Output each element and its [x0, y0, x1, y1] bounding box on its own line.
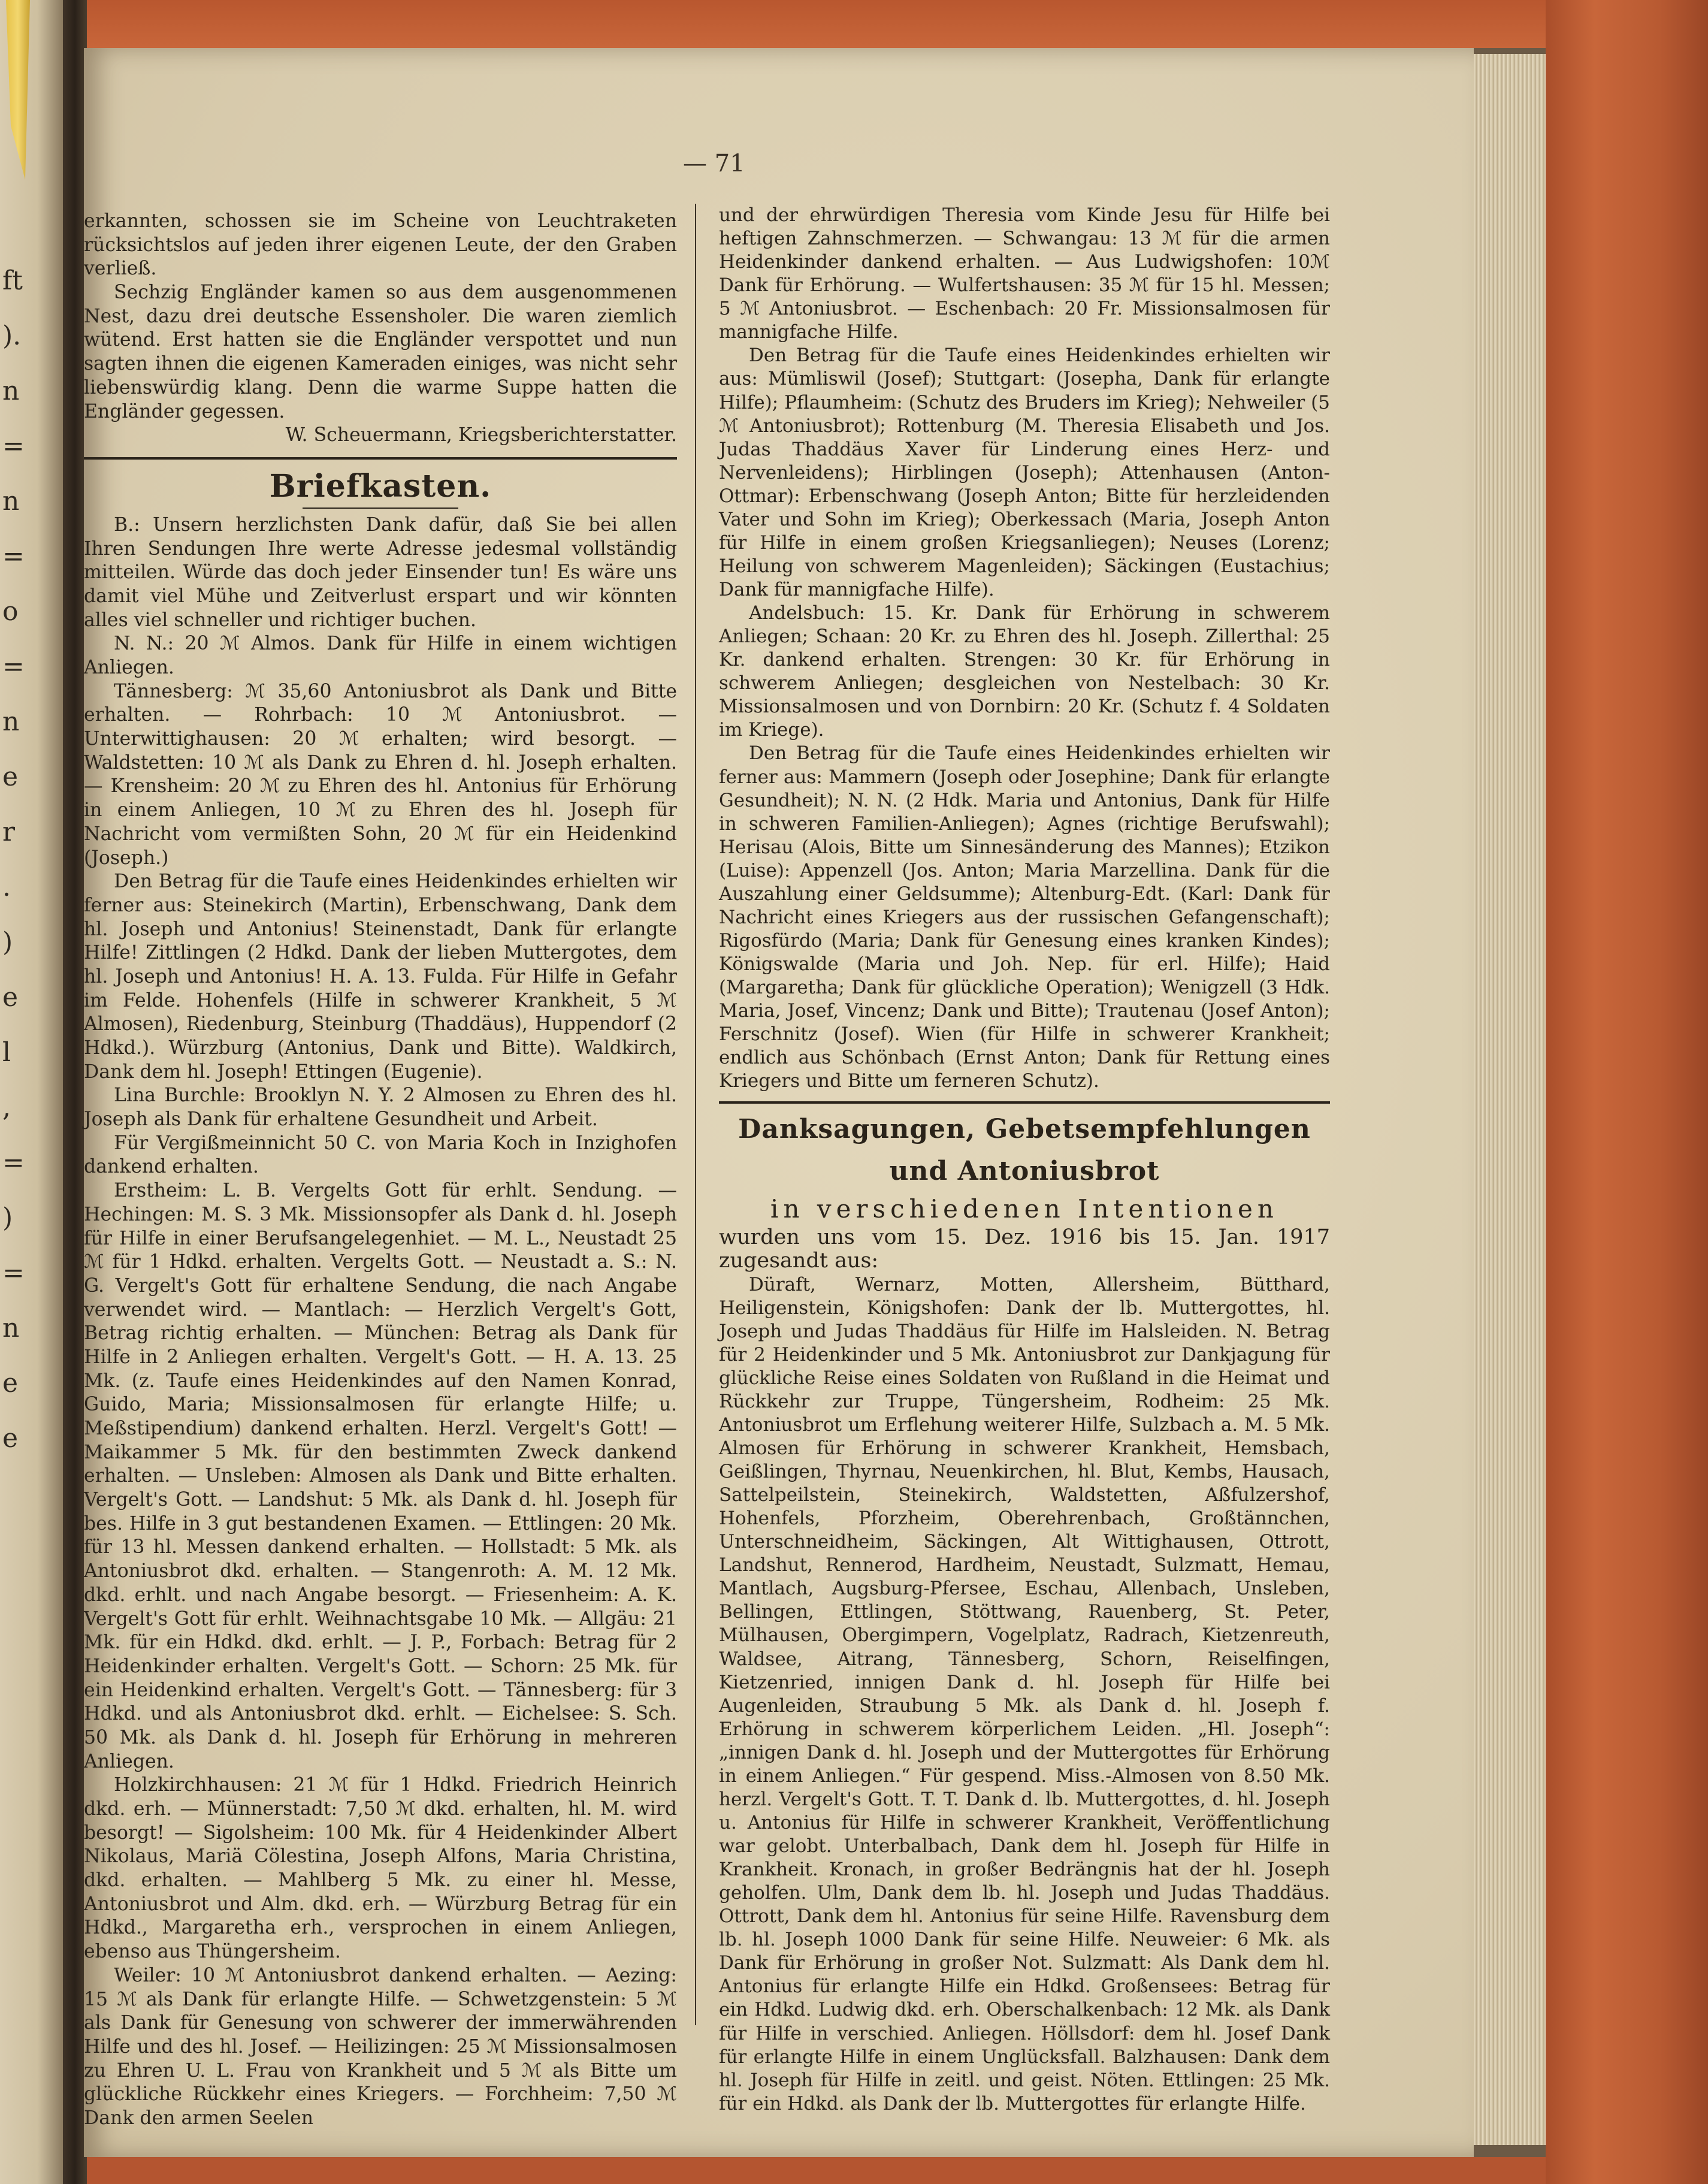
left-page-fragment: o — [2, 596, 19, 627]
paragraph: Tännesberg: ℳ 35,60 Antoniusbrot als Dank und Bitte erhalten. — Rohrbach: 10 ℳ Antoniusbrot. — Unterwittighausen: 20 ℳ erhalten; wird besorgt. — Waldstetten: 10 ℳ als Dank zu Ehren d. hl. Joseph erhalten. — Krensheim: 20 ℳ zu Ehren des hl. Antonius für Erhörung in einem Anliegen, 10 ℳ zu Ehren des hl. Joseph für Nachricht vom vermißten Sohn, 20 ℳ für ein Heidenkind (Joseph.) — [84, 680, 677, 869]
paragraph: Holzkirchhausen: 21 ℳ für 1 Hdkd. Friedrich Heinrich dkd. erh. — Münnerstadt: 7,50 ℳ dkd. erhalten, hl. M. wird besorgt! — Sigolsheim: 100 Mk. für 4 Heidenkinder Albert Nikolaus, Mariä Cölestina, Joseph Alfons, Maria Christina, dkd. erhalten. — Mahlberg 5 Mk. zu einer hl. Messe, Antoniusbrot und Alm. dkd. erh. — Würzburg Betrag für ein Hdkd., Margaretha erh., versprochen in einem Anliegen, ebenso aus Thüngersheim. — [84, 1774, 677, 1963]
paragraph: Lina Burchle: Brooklyn N. Y. 2 Almosen zu Ehren des hl. Joseph als Dank für erhaltene Gesundheit und Arbeit. — [84, 1085, 677, 1131]
paragraph: und der ehrwürdigen Theresia vom Kinde Jesu für Hilfe bei heftigen Zahnschmerzen. — Schwangau: 13 ℳ für die armen Heidenkinder dankend erhalten. — Aus Ludwigshofen: 10ℳ Dank für Erhörung. — Wulfertshausen: 35 ℳ für 15 hl. Messen; 5 ℳ Antoniusbrot. — Eschenbach: 20 Fr. Missionsalmosen für mannigfache Hilfe. — [719, 204, 1330, 343]
section-rule — [719, 1101, 1330, 1104]
section-title-danksagungen: Danksagungen, Gebetsempfehlungen und Antoniusbrot — [738, 1114, 1311, 1187]
left-page-fragment: ) — [2, 1203, 13, 1233]
left-page-edge — [0, 0, 63, 2184]
paragraph: B.: Unsern herzlichsten Dank dafür, daß Sie bei allen Ihren Sendungen Ihre werte Adresse jedesmal vollständig mitteilen. Würde das doch jeder Einsender tun! Es wäre uns damit viel Mühe und Zeitverlust erspart und wir könnten alles viel schneller und richtiger buchen. — [84, 513, 677, 631]
left-page-fragment: n — [2, 486, 20, 516]
page-number: — 71 — [683, 150, 745, 177]
title-underline — [303, 508, 458, 509]
left-page-fragment: e — [2, 982, 19, 1013]
left-page-fragment: ft — [2, 265, 23, 296]
paragraph: Erstheim: L. B. Vergelts Gott für erhlt. Sendung. — Hechingen: M. S. 3 Mk. Missionsopfer als Dank d. hl. Joseph für Hilfe in einer Berufsangelegenhiet. — M. L., Neustadt 25 ℳ für 1 Hdkd. erhalten. Vergelts Gott. — Neustadt a. S.: N. G. Vergelt's Gott für erhaltene Sendung, die nach Angabe verwendet wird. — Mantlach: — Herzlich Vergelt's Gott, Betrag richtig erhalten. — München: Betrag als Dank für Hilfe in 2 Anliegen erhalten. Vergelt's Gott. — H. A. 13. 25 Mk. (z. Taufe eines Heidenkindes auf den Namen Konrad, Guido, Maria; Missionsalmosen für erlangte Hilfe; u. Meßstipendium) dankend erhalten. Herzl. Vergelt's Gott! — Maikammer 5 Mk. für den bestimmten Zweck dankend erhalten. — Unsleben: Almosen als Dank und Bitte erhalten. Vergelt's Gott. — Landshut: 5 Mk. als Dank d. hl. Joseph für bes. Hilfe in 3 gut bestandenen Examen. — Ettlingen: 20 Mk. für 13 hl. Messen dankend erhalten. — Hollstadt: 5 Mk. als Antoniusbrot dkd. erhalten. — Stangenroth: A. M. 12 Mk. dkd. erhlt. und nach Angabe besorgt. — Friesenheim: A. K. Vergelt's Gott für erhlt. Weihnachtsgabe 10 Mk. — Allgäu: 21 Mk. für ein Hdkd. dkd. erhlt. — J. P., Forbach: Betrag für 2 Heidenkinder erhalten. Vergelt's Gott. — Schorn: 25 Mk. für ein Heidenkind erhalten. Vergelt's Gott. — Tännesberg: für 3 Hdkd. und als Antoniusbrot dkd. erhlt. — Eichelsee: S. Sch. 50 Mk. als Dank d. hl. Joseph für Erhörung in mehreren Anliegen. — [84, 1180, 677, 1772]
book-cover-bottom — [84, 2157, 1546, 2184]
left-page-fragment: , — [2, 1092, 11, 1123]
left-page-fragment: ). — [2, 321, 22, 351]
paragraph: Weiler: 10 ℳ Antoniusbrot dankend erhalten. — Aezing: 15 ℳ als Dank für erlangte Hilfe. — Schwetzgenstein: 5 ℳ als Dank für Genesung von schwerer der immerwährenden Hilfe und des hl. Josef. — Heilizingen: 25 ℳ Missionsalmosen zu Ehren U. L. Frau von Krankheit und 5 ℳ als Bitte um glückliche Rückkehr eines Kriegers. — Forchheim: 7,50 ℳ Dank den armen Seelen — [84, 1964, 677, 2129]
paragraph: Den Betrag für die Taufe eines Heidenkindes erhielten wir ferner aus: Mammern (Joseph oder Josephine; Dank für erlangte Gesundheit); N. N. (2 Hdk. Maria und Antonius, Dank für Hilfe in schweren Familien-Anliegen); Agnes (richtige Berufswahl); Herisau (Alois, Bitte um Sinnesänderung des Mannes); Etzikon (Luise): Appenzell (Jos. Anton; Maria Marzellina. Dank für die Auszahlung einer Geldsumme); Altenburg-Edt. (Karl: Dank für Nachricht eines Kriegers aus der russischen Gefangenschaft); Rigosfürdo (Maria; Dank für Genesung eines kranken Kindes); Königswalde (Maria und Joh. Nep. für erl. Hilfe); Haid (Margaretha; Dank für glückliche Operation); Wenigzell (3 Hdk. Maria, Josef, Vincenz; Dank und Bitte); Trautenau (Josef Anton); Ferschnitz (Josef). Wien (für Hilfe in schwerer Krankheit; endlich aus Schönbach (Ernst Anton; Dank für Rettung eines Kriegers und Bitte um ferneren Schutz). — [719, 742, 1330, 1092]
paragraph: N. N.: 20 ℳ Almos. Dank für Hilfe in einem wichtigen Anliegen. — [84, 633, 677, 678]
left-page-fragment: ) — [2, 927, 13, 957]
left-page-fragment: n — [2, 376, 20, 406]
book-cover-top — [84, 0, 1546, 48]
dateline: wurden uns vom 15. Dez. 1916 bis 15. Jan. 1917 zugesandt aus: — [719, 1225, 1330, 1273]
paragraph: Düraft, Wernarz, Motten, Allersheim, Bütthard, Heiligenstein, Königshofen: Dank der lb. Muttergottes, hl. Joseph und Judas Thaddäus für Hilfe im Halsleiden. N. Betrag für 2 Heidenkinder und 5 Mk. Antoniusbrot zur Dankjagung für glückliche Reise eines Soldaten von Rußland in die Heimat und Rückkehr zur Truppe, Tüngersheim, Rodheim: 25 Mk. Antoniusbrot um Erflehung weiterer Hilfe, Sulzbach a. M. 5 Mk. Almosen für Erhörung in schwerer Krankheit, Hemsbach, Geißlingen, Thyrnau, Neuenkirchen, hl. Blut, Kembs, Hausach, Sattelpeilstein, Steinekirch, Waldstetten, Aßfulzershof, Hohenfels, Pforzheim, Oberehrenbach, Großtännchen, Unterschneidheim, Säckingen, Alt Wittighausen, Ottrott, Landshut, Rennerod, Hardheim, Neustadt, Sulzmatt, Hemau, Mantlach, Augsburg-Pfersee, Eschau, Allenbach, Unsleben, Bellingen, Ettlingen, Stöttwang, Rauenberg, St. Peter, Mülhausen, Obergimpern, Vogelplatz, Radrach, Kietzenreuth, Waldsee, Aitrang, Tännesberg, Schorn, Reiselfingen, Kietzenried, innigen Dank d. hl. Joseph für Hilfe bei Augenleiden, Straubung 5 Mk. als Dank d. hl. Joseph f. Erhörung in schwerem körperlichem Leiden. „Hl. Joseph“: „innigen Dank d. hl. Joseph und der Muttergottes für Erhörung in einem Anliegen.“ Für gespend. Miss.-Almosen von 8.50 Mk. herzl. Vergelt's Gott. T. T. Dank d. lb. Muttergottes, d. hl. Joseph u. Antonius für Hilfe in schwerer Krankheit, Veröffentlichung war gelobt. Unterbalbach, Dank dem hl. Joseph für Hilfe in Krankheit. Kronach, in großer Bedrängnis hat der hl. Joseph geholfen. Ulm, Dank dem lb. hl. Joseph und Judas Thaddäus. Ottrott, Dank dem hl. Antonius für seine Hilfe. Ravensburg dem lb. hl. Joseph 1000 Dank für seine Hilfe. Neuweier: 6 Mk. als Dank für Erhörung in großer Not. Sulzmatt: Als Dank dem hl. Antonius für erlangte Hilfe ein Hdkd. Großensees: Betrag für ein Hdkd. Ludwig dkd. erh. Oberschalkenbach: 12 Mk. als Dank für Hilfe in verschied. Anliegen. Höllsdorf: dem hl. Josef Dank für erlangte Hilfe in einem Unglücksfall. Balzhausen: Dank dem hl. Joseph für Hilfe in zeitl. und geist. Nöten. Ettlingen: 25 Mk. für ein Hdkd. als Dank der lb. Muttergottes für erlangte Hilfe. — [719, 1273, 1330, 2114]
left-page-fragment: . — [2, 872, 11, 902]
left-page-fragment: e — [2, 1423, 19, 1454]
signature: W. Scheuermann, Kriegsberichterstatter. — [285, 424, 677, 446]
left-page-fragment: n — [2, 706, 20, 737]
left-page-fragment: = — [2, 541, 25, 572]
intro-paragraph-1: erkannten, schossen sie im Scheine von Leuchtraketen rücksichtslos auf jeden ihrer eigenen Leute, der den Graben verließ. — [84, 210, 677, 280]
left-page-fragment: l — [2, 1037, 11, 1068]
paragraph: Für Vergißmeinnicht 50 C. von Maria Koch in Inzighofen dankend erhalten. — [84, 1132, 677, 1178]
intro-paragraph-2: Sechzig Engländer kamen so aus dem ausgenommenen Nest, dazu drei deutsche Essensholer. Die waren ziemlich wütend. Erst hatten sie die Engländer verspottet und nun sagten ihnen die eigenen Kameraden einiges, was nicht sehr liebenswürdig klang. Denn die warme Suppe hatten die Engländer gegessen. — [84, 282, 677, 422]
left-page-fragment: = — [2, 1147, 25, 1178]
page-block-edges — [1474, 54, 1546, 2145]
left-page-fragment: n — [2, 1313, 20, 1343]
left-page-fragment: = — [2, 431, 25, 461]
section-rule — [84, 457, 677, 460]
paragraph: Den Betrag für die Taufe eines Heidenkindes erhielten wir aus: Mümliswil (Josef); Stuttgart: (Josepha, Dank für erlangte Hilfe); Pflaumheim: (Schutz des Bruders im Krieg); Nehweiler (5 ℳ Antoniusbrot); Rottenburg (M. Theresia Elisabeth und Jos. Judas Thaddäus Xaver für Linderung eines Herz- und Nervenleidens); Hirblingen (Joseph); Attenhausen (Anton-Ottmar): Erbenschwang (Joseph Anton; Bitte für herzleidenden Vater und Sohn im Krieg); Oberkessach (Maria, Joseph Anton für Hilfe in einem großen Kriegsanliegen); Neuses (Lorenz; Heilung von schwerem Magenleiden); Säckingen (Eustachius; Dank für mannigfache Hilfe). — [719, 345, 1330, 600]
paragraph: Andelsbuch: 15. Kr. Dank für Erhörung in schwerem Anliegen; Schaan: 20 Kr. zu Ehren des hl. Joseph. Zillerthal: 25 Kr. dankend erhalten. Strengen: 30 Kr. für Erhörung in schwerem Anliegen; desgleichen von Nestelbach: 30 Kr. Missionsalmosen und von Dornbirn: 20 Kr. (Schutz f. 4 Soldaten im Kriege). — [719, 602, 1330, 741]
section-subtitle: in verschiedenen Intentionen — [770, 1194, 1278, 1224]
column-divider — [695, 204, 696, 2025]
left-page-fragment: r — [2, 817, 16, 847]
left-page-fragment: = — [2, 1258, 25, 1288]
section-title-briefkasten: Briefkasten. — [269, 467, 492, 505]
left-page-fragment: e — [2, 762, 19, 792]
left-page-fragment: = — [2, 651, 25, 682]
book-cover-edge — [1546, 0, 1708, 2184]
left-page-fragment: e — [2, 1368, 19, 1398]
book-gutter — [63, 0, 87, 2184]
paragraph: Den Betrag für die Taufe eines Heidenkindes erhielten wir ferner aus: Steinekirch (Martin), Erbenschwang, Dank dem hl. Joseph und Antonius! Steinenstadt, Dank für erlangte Hilfe! Zittlingen (2 Hdkd. Dank der lieben Muttergotes, dem hl. Joseph und Antonius! H. A. 13. Fulda. Für Hilfe in Gefahr im Felde. Hohenfels (Hilfe in schwerer Krankheit, 5 ℳ Almosen), Riedenburg, Steinburg (Thaddäus), Huppendorf (2 Hdkd.). Würzburg (Antonius, Dank und Bitte). Waldkirch, Dank dem hl. Joseph! Ettingen (Eugenie). — [84, 871, 677, 1083]
